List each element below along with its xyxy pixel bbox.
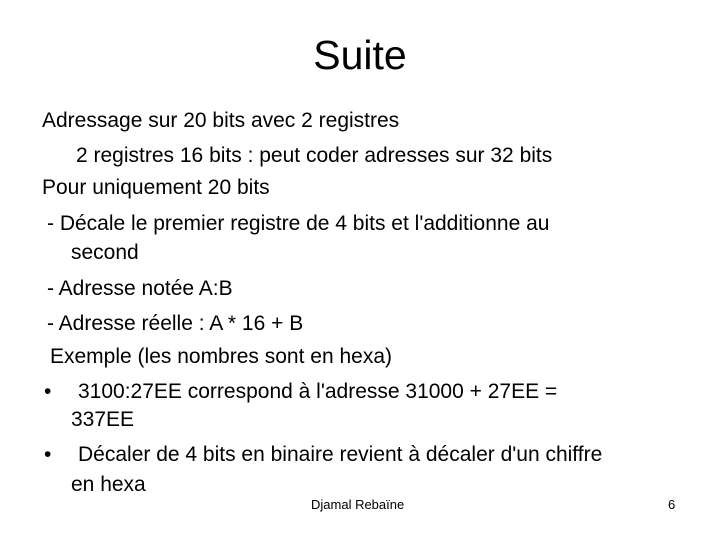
- body-line: Adressage sur 20 bits avec 2 registres: [42, 109, 400, 132]
- body-line: en hexa: [71, 473, 146, 496]
- body-line: - Décale le premier registre de 4 bits et l'additionne au: [47, 212, 550, 235]
- body-line: Exemple (les nombres sont en hexa): [50, 345, 392, 368]
- body-line: 3100:27EE correspond à l'adresse 31000 + 27EE =: [78, 380, 558, 403]
- footer-author: Djamal Rebaïne: [311, 497, 405, 512]
- body-line: - Adresse réelle : A * 16 + B: [47, 312, 304, 335]
- body-line: - Adresse notée A:B: [47, 277, 233, 300]
- body-line: second: [71, 241, 139, 264]
- body-line: 2 registres 16 bits : peut coder adresses sur 32 bits: [76, 144, 553, 167]
- body-line: Pour uniquement 20 bits: [42, 176, 270, 199]
- page-number: 6: [668, 497, 676, 512]
- slide-title: Suite: [313, 32, 407, 78]
- body-line: 337EE: [71, 408, 135, 431]
- body-line: Décaler de 4 bits en binaire revient à décaler d'un chiffre: [78, 443, 603, 466]
- bullet-marker: •: [44, 443, 52, 466]
- bullet-marker: •: [44, 380, 52, 403]
